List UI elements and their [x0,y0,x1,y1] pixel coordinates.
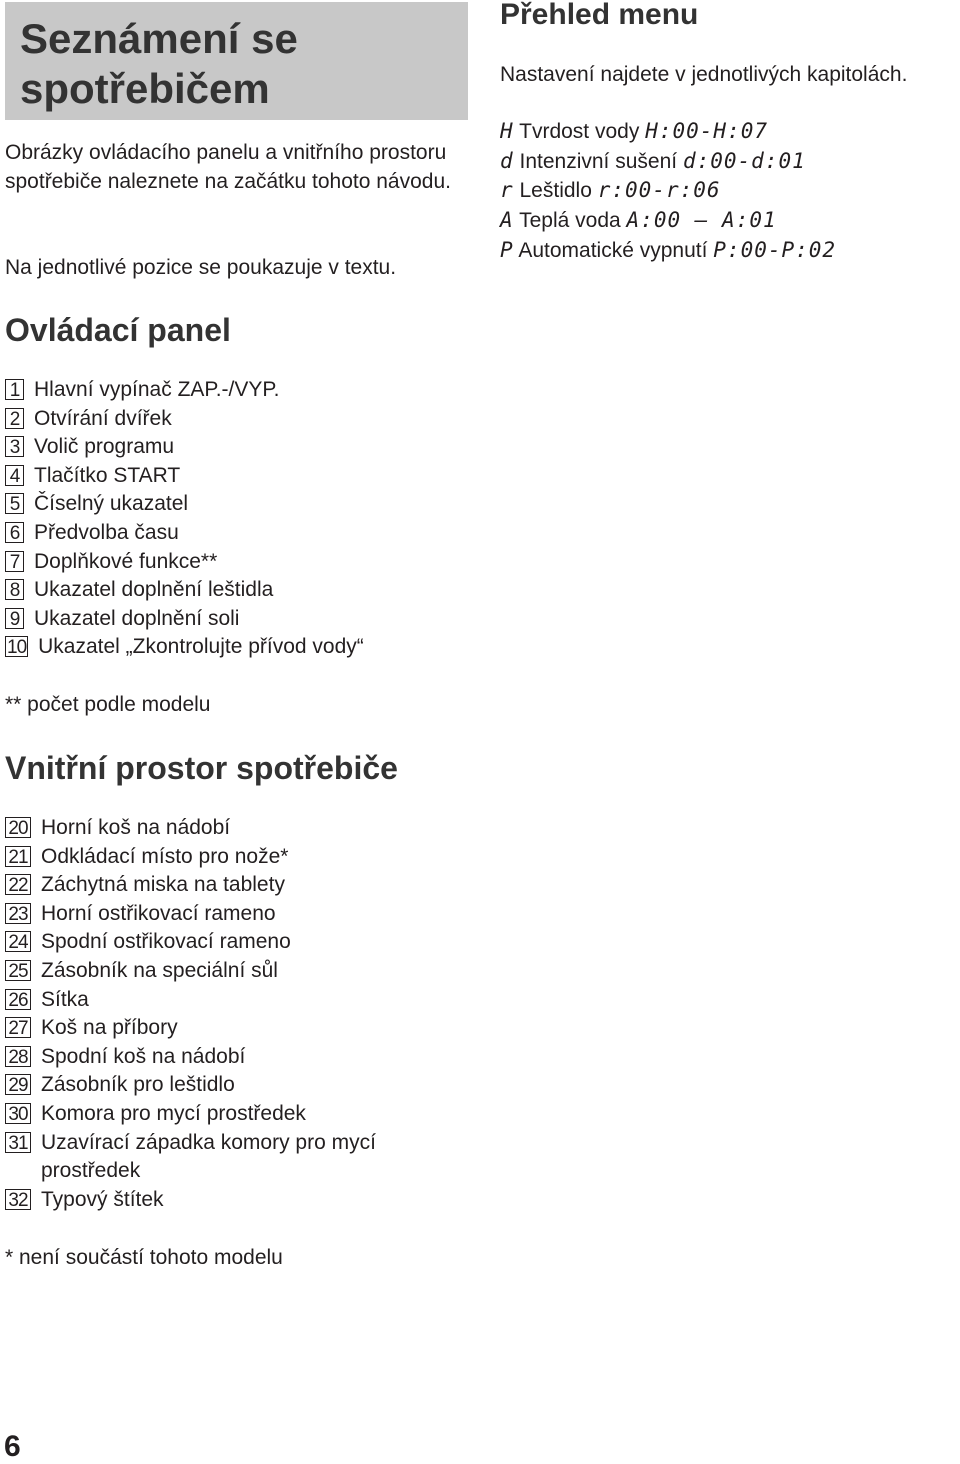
menu-item-range: P:00-P:02 [713,237,837,262]
item-label: Spodní ostřikovací rameno [41,930,291,954]
item-number-box: 8 [5,579,24,600]
menu-item-code: d [500,148,514,173]
interior-footnote: * není součástí tohoto modelu [5,1246,283,1269]
list-item [5,1071,441,1100]
list-item [5,433,364,462]
menu-item-label: Leštidlo [519,179,592,203]
item-label: Číselný ukazatel [34,492,189,516]
item-number-box: 7 [5,551,24,572]
item-label: Uzavírací západka komory pro mycí prostředek [41,1130,376,1183]
menu-item-code: H [500,119,514,143]
item-number-box: 32 [5,1189,31,1210]
item-label: Koš na příbory [41,1016,178,1040]
menu-item-range: d:00-d:01 [682,148,806,173]
item-number-box: 30 [5,1103,31,1124]
menu-item [500,206,836,236]
menu-item [500,236,836,266]
list-item [5,576,364,605]
item-label: Ukazatel doplnění leštidla [34,578,274,602]
menu-item-label: Tvrdost vody [519,120,640,143]
item-label: Tlačítko START [34,463,181,487]
list-item [5,986,441,1015]
item-label: Komora pro mycí prostředek [41,1101,306,1125]
menu-item [500,147,836,177]
item-number-box: 1 [5,379,24,400]
item-label: Zásobník na speciální sůl [41,958,278,982]
item-label: Předvolba času [34,520,179,544]
list-item [5,928,441,957]
intro-text: Obrázky ovládacího panelu a vnitřního prostoru spotřebiče naleznete na začátku tohoto návodu. [5,141,451,193]
list-item [5,843,441,872]
item-number-box: 28 [5,1046,31,1067]
list-item [5,1043,441,1072]
list-item [5,605,364,634]
item-label: Ukazatel „Zkontrolujte přívod vody“ [38,635,364,659]
menu-item-range: r:00-r:06 [597,178,721,203]
menu-item-code: P [500,237,514,262]
menu-item [500,176,836,206]
item-label: Odkládací místo pro nože* [41,844,289,868]
list-item [5,462,364,491]
menu-item-label: Automatické vypnutí [518,238,708,262]
list-item [5,548,364,577]
menu-list [500,117,836,266]
item-number-box: 25 [5,960,31,981]
item-label: Horní ostřikovací rameno [41,901,276,925]
list-item [5,490,364,519]
item-label: Spodní koš na nádobí [41,1044,246,1068]
list-item [5,871,441,900]
list-item [5,1014,441,1043]
menu-item-code: A [500,208,514,233]
list-item [5,405,364,434]
menu-title: Přehled menu [500,0,699,31]
item-number-box: 20 [5,817,31,838]
list-item [5,633,364,662]
intro-title-line2: spotřebičem [20,65,270,112]
item-number-box: 10 [7,637,27,659]
control-panel-list [5,376,364,662]
list-item [5,1129,441,1186]
menu-item-label: Intenzivní sušení [519,149,678,173]
menu-item-range: A:00 – A:01 [626,208,777,233]
item-number-box: 5 [5,493,24,514]
list-item [5,1186,441,1215]
item-number-box: 21 [5,846,31,867]
item-number-box: 9 [5,608,24,629]
item-number-box: 24 [5,931,31,952]
list-item [5,519,364,548]
list-item [5,1100,441,1129]
item-label: Otvírání dvířek [34,406,172,430]
item-number-box: 6 [5,522,24,543]
item-number-box: 3 [5,436,24,457]
list-item [5,814,441,843]
menu-item-range: H:00-H:07 [645,119,768,143]
interior-list [5,814,441,1214]
control-panel-heading: Ovládací panel [5,312,231,348]
list-item [5,376,364,405]
item-number-box: 27 [5,1017,31,1038]
item-label: Horní koš na nádobí [41,816,231,839]
item-label: Zásobník pro leštidlo [41,1073,235,1097]
menu-item-code: r [500,178,514,203]
item-label: Typový štítek [41,1187,164,1211]
list-item [5,957,441,986]
item-label: Sítka [41,987,89,1011]
item-number-box: 29 [5,1074,31,1095]
item-number-box: 23 [5,903,31,924]
interior-heading: Vnitřní prostor spotřebiče [5,750,398,786]
intro-note: Na jednotlivé pozice se poukazuje v textu. [5,256,397,279]
control-panel-footnote: ** počet podle modelu [5,693,211,716]
item-number-box: 26 [5,989,31,1010]
item-label: Ukazatel doplnění soli [34,606,240,630]
item-number-box: 22 [5,874,31,895]
menu-item [500,117,836,147]
item-number-box: 31 [5,1132,31,1153]
page-number: 6 [4,1430,21,1463]
menu-item-label: Teplá voda [519,209,621,233]
item-label: Hlavní vypínač ZAP.-/VYP. [34,378,280,401]
item-number-box: 2 [5,408,24,429]
intro-title [20,14,450,114]
menu-intro: Nastavení najdete v jednotlivých kapitolách. [500,63,908,86]
item-label: Doplňkové funkce** [34,549,218,573]
intro-title-line1: Seznámení se [20,15,298,62]
item-number-box: 4 [5,465,24,486]
item-label: Záchytná miska na tablety [41,873,285,897]
item-label: Volič programu [34,435,175,459]
list-item [5,900,441,929]
